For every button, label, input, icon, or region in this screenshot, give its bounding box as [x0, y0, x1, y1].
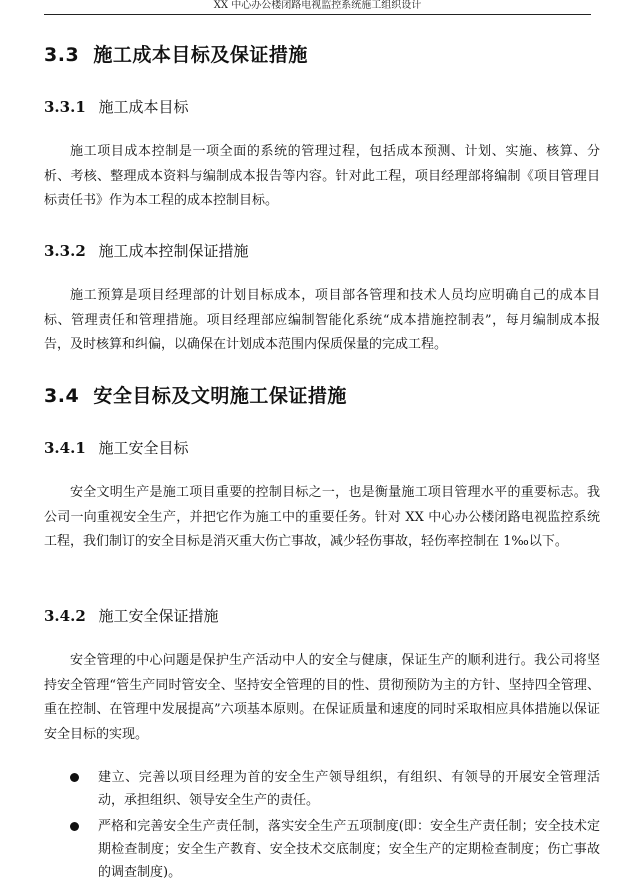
section-title: 施工成本目标及保证措施 — [93, 44, 308, 66]
bullet-text: 建立、完善以项目经理为首的安全生产领导组织，有组织、有领导的开展安全管理活动，承担组织、领导安全生产的责任。 — [98, 770, 600, 808]
paragraph-safety-measures: 安全管理的中心问题是保护生产活动中人的安全与健康，保证生产的顺利进行。我公司将坚持安全管理“管生产同时管安全、坚持安全管理的目的性、贯彻预防为主的方针、坚持四全管理、重在控制、在管理中发展提高”六项基本原则。在保证质量和速度的同时采取相应具体措施以保证安全目标的实现。 — [44, 653, 600, 742]
subsection-title: 施工安全目标 — [98, 439, 189, 457]
subsection-title: 施工成本目标 — [98, 98, 189, 116]
section-heading-3-3 — [44, 40, 308, 67]
paragraph-cost-target: 施工项目成本控制是一项全面的系统的管理过程，包括成本预测、计划、实施、核算、分析、考核、整理成本资料与编制成本报告等内容。针对此工程，项目经理部将编制《项目管理目标责任书》作为本工程的成本控制目标。 — [44, 144, 600, 208]
paragraph-safety-target: 安全文明生产是施工项目重要的控制目标之一，也是衡量施工项目管理水平的重要标志。我公司一向重视安全生产，并把它作为施工中的重要任务。针对 XX 中心办公楼闭路电视监控系统工程，我们制订的安全目标是消灭重大伤亡事故，减少轻伤事故，轻伤率控制在 1‰以下。 — [44, 485, 600, 549]
subsection-heading-3-3-1 — [44, 96, 189, 117]
subsection-number: 3.4.1 — [44, 439, 86, 457]
subsection-heading-3-4-2 — [44, 605, 219, 626]
subsection-title: 施工安全保证措施 — [98, 607, 219, 625]
subsection-number: 3.3.1 — [44, 98, 86, 116]
bullet-item — [70, 815, 600, 884]
section-number: 3.3 — [44, 44, 80, 66]
subsection-number: 3.3.2 — [44, 242, 86, 260]
bullet-text: 严格和完善安全生产责任制，落实安全生产五项制度(即：安全生产责任制；安全技术定期检查制度；安全生产教育、安全技术交底制度；安全生产的定期检查制度；伤亡事故的调查制度)。 — [98, 819, 600, 880]
subsection-number: 3.4.2 — [44, 607, 86, 625]
subsection-heading-3-3-2 — [44, 240, 249, 261]
subsection-heading-3-4-1 — [44, 437, 189, 458]
bullet-dot-icon — [70, 773, 79, 782]
page-header: XX 中心办公楼闭路电视监控系统施工组织设计 — [44, 0, 591, 15]
bullet-dot-icon — [70, 822, 79, 831]
section-heading-3-4 — [44, 381, 347, 408]
bullet-item — [70, 766, 600, 812]
subsection-title: 施工成本控制保证措施 — [98, 242, 249, 260]
paragraph-cost-control: 施工预算是项目经理部的计划目标成本，项目部各管理和技术人员均应明确自己的成本目标、管理责任和管理措施。项目经理部应编制智能化系统“成本措施控制表”，每月编制成本报告，及时核算和纠偏，以确保在计划成本范围内保质保量的完成工程。 — [44, 288, 600, 352]
section-title: 安全目标及文明施工保证措施 — [93, 385, 347, 407]
section-number: 3.4 — [44, 385, 80, 407]
